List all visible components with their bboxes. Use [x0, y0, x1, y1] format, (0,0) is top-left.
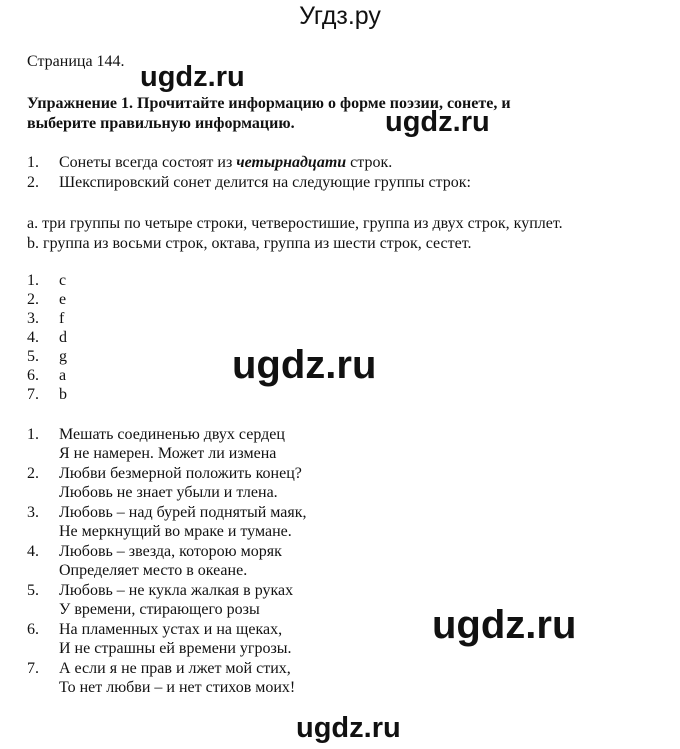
- poem-stanza-cont: [27, 445, 667, 464]
- answer-row: [27, 386, 667, 405]
- poem-line: Любовь не знает убыли и тлена.: [59, 484, 278, 501]
- exercise-title-line1: Упражнение 1. Прочитайте информацию о форме поэзии, сонете, и: [27, 95, 511, 112]
- poem-stanza: [27, 660, 667, 679]
- poem-stanza: [27, 543, 667, 562]
- poem-line: И не страшны ей времени угрозы.: [59, 640, 292, 657]
- answer-value: d: [59, 329, 67, 346]
- poem-stanza: [27, 582, 667, 601]
- poem-number: 1.: [27, 426, 39, 443]
- answer-value: f: [59, 310, 65, 327]
- poem-line: На пламенных устах и на щеках,: [59, 621, 283, 638]
- watermark: ugdz.ru: [296, 712, 401, 744]
- emphasized-word: четырнадцати: [236, 154, 347, 171]
- watermark: ugdz.ru: [232, 343, 377, 387]
- answer-number: 3.: [27, 310, 39, 327]
- option-b: b. группа из восьми строк, октава, группа из шести строк, сестет.: [27, 235, 472, 252]
- poem-number: 5.: [27, 582, 39, 599]
- poem-line: Любви безмерной положить конец?: [59, 465, 302, 482]
- poem-stanza: [27, 504, 667, 523]
- poem-number: 6.: [27, 621, 39, 638]
- poem-number: 2.: [27, 465, 39, 482]
- answer-value: a: [59, 367, 67, 384]
- answer-number: 4.: [27, 329, 39, 346]
- watermark: ugdz.ru: [385, 106, 490, 138]
- poem-stanza-cont: [27, 484, 667, 503]
- watermark: ugdz.ru: [140, 61, 245, 93]
- watermark: ugdz.ru: [432, 603, 577, 647]
- answer-row: [27, 291, 667, 310]
- list-item: [27, 154, 667, 173]
- poem-number: 3.: [27, 504, 39, 521]
- poem-line: Любовь – не кукла жалкая в руках: [59, 582, 294, 599]
- list-item: [27, 174, 667, 193]
- answer-number: 7.: [27, 386, 39, 403]
- poem-line: Определяет место в океане.: [59, 562, 248, 579]
- poem-line: Не меркнущий во мраке и тумане.: [59, 523, 292, 540]
- answer-value: b: [59, 386, 67, 403]
- poem-line: А если я не прав и лжет мой стих,: [59, 660, 291, 677]
- list-number: 1.: [27, 154, 39, 171]
- list-number: 2.: [27, 174, 39, 191]
- page-label: Страница 144.: [27, 53, 125, 70]
- list-text: Шекспировский сонет делится на следующие группы строк:: [59, 174, 471, 191]
- answer-row: [27, 310, 667, 329]
- poem-line: Любовь – звезда, которою моряк: [59, 543, 282, 560]
- poem-stanza-cont: [27, 679, 667, 698]
- option-a: a. три группы по четыре строки, четверостишие, группа из двух строк, куплет.: [27, 215, 563, 232]
- exercise-title-line2: выберите правильную информацию.: [27, 115, 295, 132]
- answer-value: e: [59, 291, 67, 308]
- answer-number: 1.: [27, 272, 39, 289]
- poem-number: 7.: [27, 660, 39, 677]
- poem-stanza-cont: [27, 562, 667, 581]
- answer-value: c: [59, 272, 67, 289]
- poem-stanza-cont: [27, 523, 667, 542]
- poem-stanza: [27, 426, 667, 445]
- site-title: Угдз.ру: [299, 2, 381, 30]
- list-text: [59, 154, 392, 172]
- poem-line: Любовь – над бурей поднятый маяк,: [59, 504, 307, 521]
- answer-number: 2.: [27, 291, 39, 308]
- poem-line: То нет любви – и нет стихов моих!: [59, 679, 296, 696]
- answer-row: [27, 272, 667, 291]
- text-after: строк.: [346, 154, 393, 171]
- poem-line: Я не намерен. Может ли измена: [59, 445, 277, 462]
- text-before: Сонеты всегда состоят из: [59, 154, 237, 171]
- answer-number: 5.: [27, 348, 39, 365]
- poem-number: 4.: [27, 543, 39, 560]
- answer-number: 6.: [27, 367, 39, 384]
- poem-line: У времени, стирающего розы: [59, 601, 260, 618]
- poem-line: Мешать соединенью двух сердец: [59, 426, 285, 443]
- answer-value: g: [59, 348, 67, 365]
- poem-stanza: [27, 465, 667, 484]
